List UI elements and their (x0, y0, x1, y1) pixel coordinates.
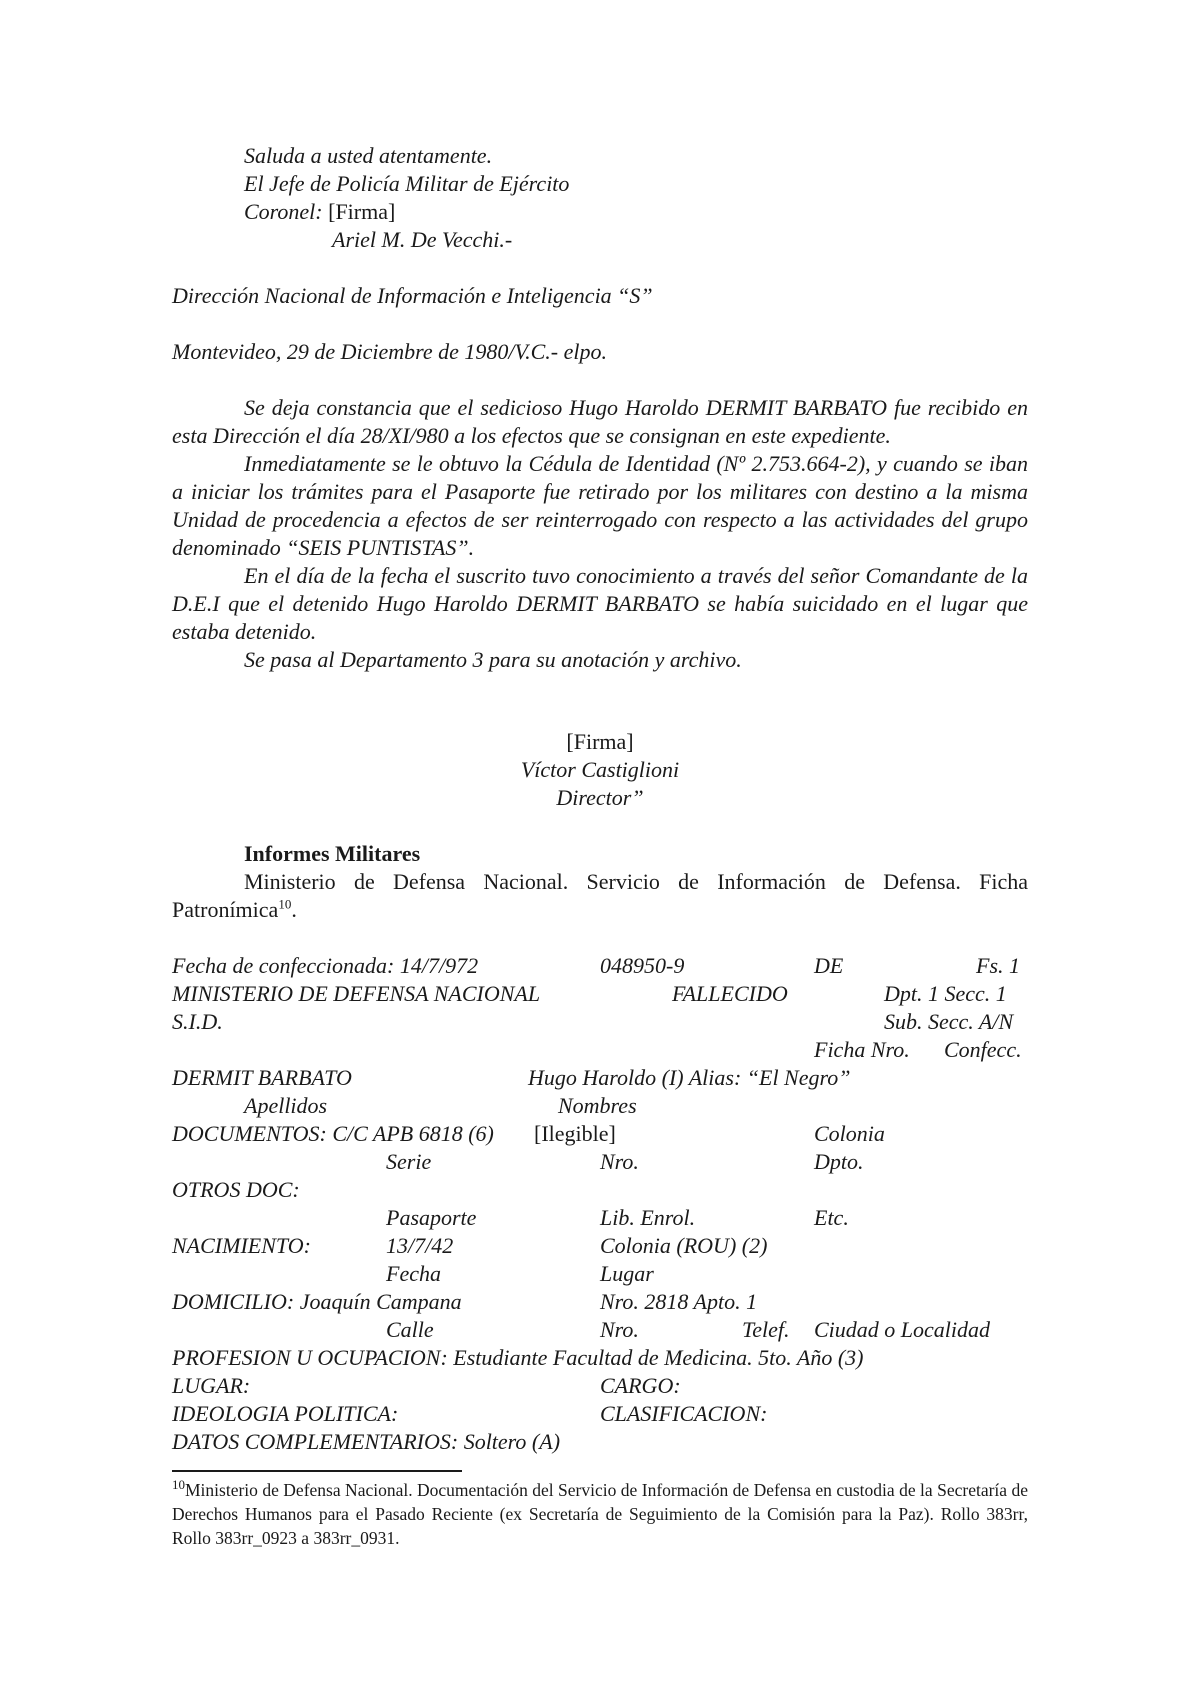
closing-signature-mark: [Firma] (328, 199, 396, 224)
ficha-dom-nro: Nro. 2818 Apto. 1 (600, 1289, 758, 1314)
ficha-nac-fecha: 13/7/42 (386, 1233, 454, 1258)
footnote-text: Ministerio de Defensa Nacional. Documentación del Servicio de Información de Defensa en custodia de la Secretaría de Derechos Humanos para el Pasado Reciente (ex Secretaría de Seguimiento de la Comisión para la Paz). Rollo 383rr, Rollo 383rr_0923 a 383rr_0931. (172, 1480, 1028, 1548)
ficha-de: DE (814, 953, 844, 978)
ficha-dpt: Dpt. 1 Secc. 1 (884, 981, 1007, 1006)
ficha-subsecc: Sub. Secc. A/N (884, 1009, 1014, 1034)
ficha-lugar-label: Lugar (600, 1261, 654, 1286)
ficha-sid: S.I.D. (172, 1009, 223, 1034)
ficha-ministerio: MINISTERIO DE DEFENSA NACIONAL (172, 981, 541, 1006)
body-paragraph-3: En el día de la fecha el suscrito tuvo conocimiento a través del señor Comandante de la D.E.I que el detenido Hugo Haroldo DERMIT BARBATO se había suicidado en el lugar que estaba detenido. (172, 563, 1028, 644)
footnote (172, 1478, 1028, 1550)
signature-block (172, 728, 1028, 812)
closing-position: El Jefe de Policía Militar de Ejército (244, 171, 570, 196)
ficha-pasaporte-label: Pasaporte (386, 1205, 477, 1230)
ficha-nro-dom-label: Nro. (600, 1317, 639, 1342)
ficha-documentos: DOCUMENTOS: C/C APB 6818 (6) (172, 1121, 494, 1146)
ficha-ciudad-label: Ciudad o Localidad (814, 1317, 991, 1342)
footnote-reference: 10 (278, 896, 292, 912)
footnote-number: 10 (172, 1477, 185, 1493)
ficha-clasificacion: CLASIFICACION: (600, 1401, 768, 1426)
ficha-datos-complementarios: DATOS COMPLEMENTARIOS: Soltero (A) (172, 1429, 561, 1454)
ficha-domicilio: DOMICILIO: Joaquín Campana (172, 1289, 462, 1314)
ficha-nacimiento: NACIMIENTO: (172, 1233, 311, 1258)
ficha-nro-doc-label: Nro. (600, 1149, 639, 1174)
ficha-ilegible: [Ilegible] (534, 1121, 616, 1146)
ficha-apellidos: DERMIT BARBATO (172, 1065, 352, 1090)
ficha-fecha-label: Fecha (386, 1261, 441, 1286)
ficha-telef-label: Telef. (742, 1317, 790, 1342)
closing-name: Ariel M. De Vecchi.- (332, 227, 513, 252)
signer-title: Director” (556, 785, 644, 810)
date-line: Montevideo, 29 de Diciembre de 1980/V.C.- elpo. (172, 339, 608, 364)
section-intro-end: . (291, 897, 297, 922)
ficha-dpto-label: Dpto. (814, 1149, 864, 1174)
ficha-nro-label: Ficha Nro. (814, 1037, 910, 1062)
ficha-lib-enrol-label: Lib. Enrol. (600, 1205, 696, 1230)
office-name: Dirección Nacional de Información e Inteligencia “S” (172, 283, 653, 308)
ficha-fecha: Fecha de confeccionada: 14/7/972 (172, 953, 479, 978)
body-paragraph-1: Se deja constancia que el sedicioso Hugo Haroldo DERMIT BARBATO fue recibido en esta Dirección el día 28/XI/980 a los efectos que se consignan en este expediente. (172, 395, 1028, 448)
closing-salutation: Saluda a usted atentamente. (244, 143, 493, 168)
closing-rank-line (244, 198, 395, 226)
ficha-fallecido: FALLECIDO (672, 981, 788, 1006)
ficha-nac-lugar: Colonia (ROU) (2) (600, 1233, 768, 1258)
section-intro (172, 868, 1028, 924)
ficha-etc-label: Etc. (814, 1205, 849, 1230)
signer-name: Víctor Castiglioni (520, 757, 680, 782)
ficha-colonia: Colonia (814, 1121, 885, 1146)
body-paragraph-2: Inmediatamente se le obtuvo la Cédula de Identidad (Nº 2.753.664-2), y cuando se iban a iniciar los trámites para el Pasaporte fue retirado por los militares con destino a la misma Unidad de procedencia a efectos de ser reinterrogado con respecto a las actividades del grupo denominado “SEIS PUNTISTAS”. (172, 451, 1028, 560)
ficha-calle-label: Calle (386, 1317, 434, 1342)
ficha-serie-label: Serie (386, 1149, 432, 1174)
ficha-cargo: CARGO: (600, 1373, 681, 1398)
section-intro-paragraph (172, 868, 1028, 924)
ficha-numero: 048950-9 (600, 953, 685, 978)
ficha-nombres-label: Nombres (558, 1093, 637, 1118)
ficha-fs: Fs. 1 (976, 953, 1020, 978)
ficha-lugar: LUGAR: (172, 1373, 251, 1398)
ficha-ideologia: IDEOLOGIA POLITICA: (172, 1401, 399, 1426)
section-intro-text: Ministerio de Defensa Nacional. Servicio de Información de Defensa. Ficha Patronímica (172, 869, 1028, 922)
body-text (172, 394, 1028, 674)
footnote-divider (172, 1470, 462, 1472)
ficha-confecc-label: Confecc. (944, 1037, 1022, 1062)
ficha-nombres: Hugo Haroldo (I) Alias: “El Negro” (528, 1065, 851, 1090)
body-paragraph-4: Se pasa al Departamento 3 para su anotación y archivo. (244, 647, 742, 672)
closing-rank: Coronel: (244, 199, 323, 224)
section-heading: Informes Militares (244, 841, 421, 866)
ficha-apellidos-label: Apellidos (244, 1093, 328, 1118)
ficha-profesion: PROFESION U OCUPACION: Estudiante Facultad de Medicina. 5to. Año (3) (172, 1345, 864, 1370)
ficha-otros-doc: OTROS DOC: (172, 1177, 300, 1202)
signature-mark: [Firma] (566, 729, 634, 754)
